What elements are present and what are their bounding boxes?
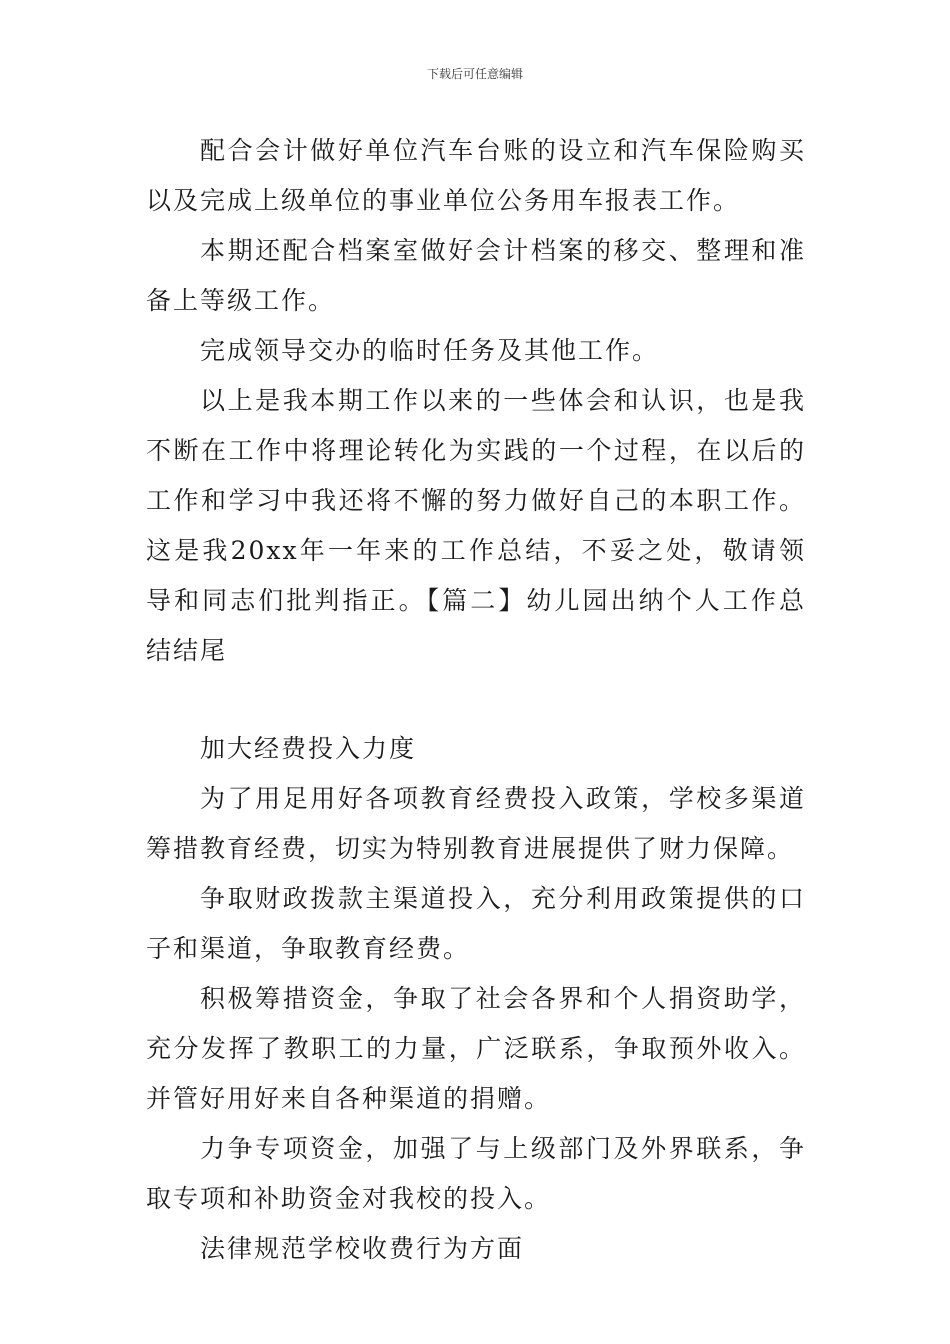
paragraph-special-funds: 力争专项资金，加强了与上级部门及外界联系，争取专项和补助资金对我校的投入。 <box>146 1134 806 1213</box>
paragraph-fiscal-allocation: 争取财政拨款主渠道投入，充分利用政策提供的口子和渠道，争取教育经费。 <box>146 884 806 963</box>
paragraph-funding-policy: 为了用足用好各项教育经费投入政策，学校多渠道筹措教育经费，切实为特别教育进展提供了财力保障。 <box>146 784 806 863</box>
paragraph-temporary-tasks: 完成领导交办的临时任务及其他工作。 <box>200 336 660 365</box>
paragraph-vehicle-ledger: 配合会计做好单位汽车台账的设立和汽车保险购买以及完成上级单位的事业单位公务用车报表工作。 <box>146 136 806 215</box>
paragraph-raise-funds: 积极筹措资金，争取了社会各界和个人捐资助学，充分发挥了教职工的力量，广泛联系，争取预外收入。并管好用好来自各种渠道的捐赠。 <box>146 984 806 1113</box>
page-header: 下载后可任意编辑 <box>426 67 523 81</box>
section-spacer <box>146 676 806 724</box>
section-heading-fees: 法律规范学校收费行为方面 <box>200 1234 525 1263</box>
document-body <box>146 126 806 1274</box>
paragraph-summary-closing: 以上是我本期工作以来的一些体会和认识，也是我不断在工作中将理论转化为实践的一个过程，在以后的工作和学习中我还将不懈的努力做好自己的本职工作。这是我20xx年一年来的工作总结，不妥之处，敬请领导和同志们批判指正。【篇二】幼儿园出纳个人工作总结结尾 <box>146 386 806 665</box>
paragraph-archive-transfer: 本期还配合档案室做好会计档案的移交、整理和准备上等级工作。 <box>146 236 806 315</box>
section-heading-funding: 加大经费投入力度 <box>200 734 417 763</box>
